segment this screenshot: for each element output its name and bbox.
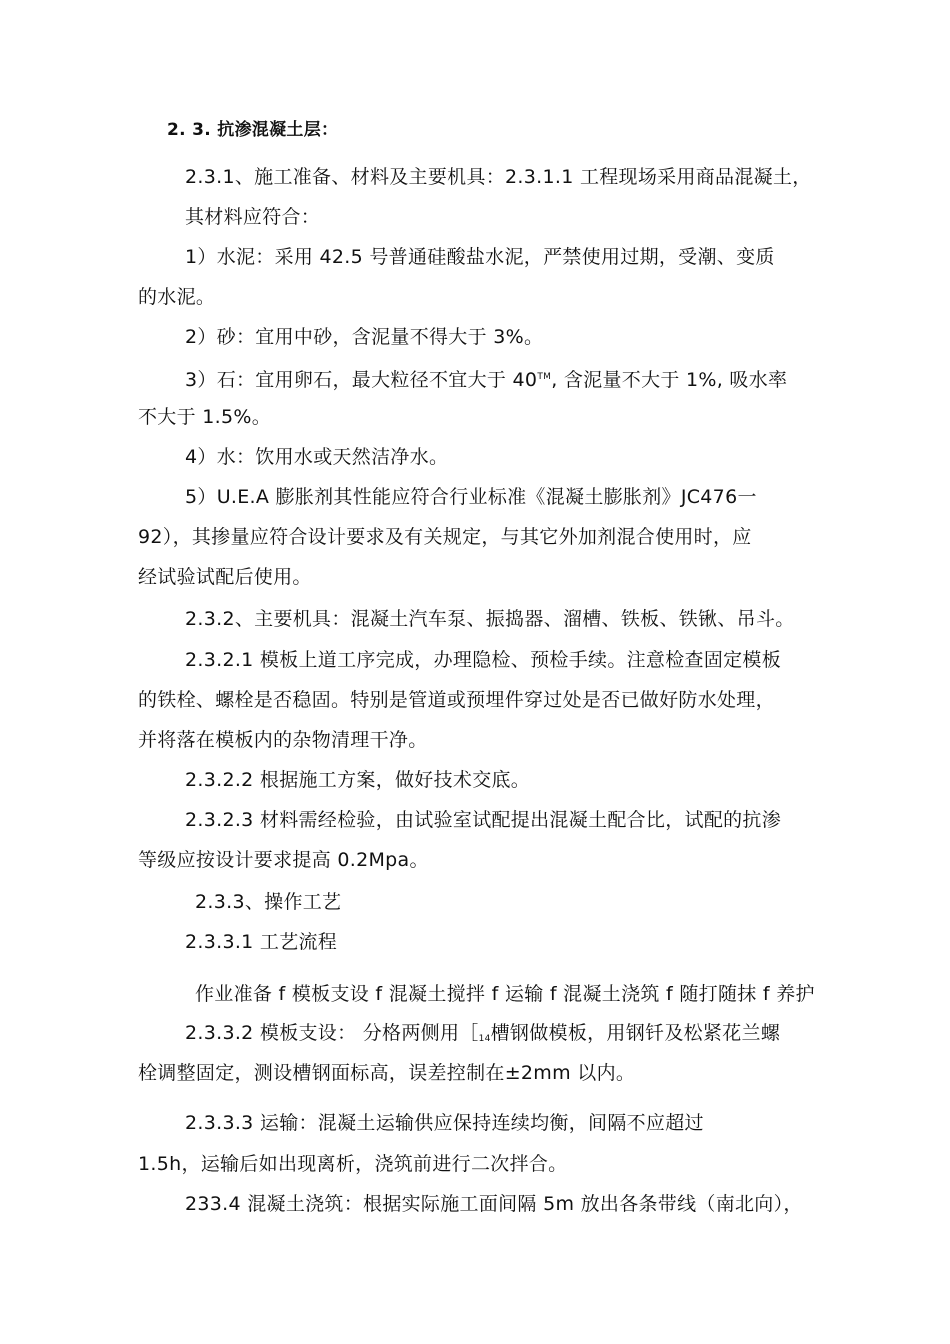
subscript-text: 14	[478, 1034, 491, 1044]
paragraph-line: 2）砂：宜用中砂，含泥量不得大于 3%。	[185, 326, 544, 348]
paragraph-text: 槽钢做模板，用钢钎及松紧花兰螺	[490, 1022, 781, 1044]
paragraph-text: 2.3.3.2 模板支设： 分格两侧用［	[185, 1022, 479, 1044]
superscript-text: TM	[537, 372, 552, 382]
paragraph-line: 233.4 混凝土浇筑：根据实际施工面间隔 5m 放出各条带线（南北向），	[185, 1193, 803, 1215]
paragraph-line: 不大于 1.5%。	[138, 406, 272, 428]
paragraph-line: 92），其掺量应符合设计要求及有关规定，与其它外加剂混合使用时，应	[138, 526, 752, 548]
paragraph-line: 2.3.2.1 模板上道工序完成，办理隐检、预检手续。注意检查固定模板	[185, 649, 782, 671]
paragraph-line: 1）水泥：采用 42.5 号普通硅酸盐水泥，严禁使用过期，受潮、变质	[185, 246, 775, 268]
paragraph-line: 2.3.3.1 工艺流程	[185, 931, 338, 953]
paragraph-line: 5）U.E.A 膨胀剂其性能应符合行业标准《混凝土膨胀剂》JC476一	[185, 486, 757, 508]
section-heading: 2. 3. 抗渗混凝土层：	[167, 120, 339, 140]
paragraph-line: 2.3.1、施工准备、材料及主要机具：2.3.1.1 工程现场采用商品混凝土，	[185, 166, 812, 188]
paragraph-line: 2.3.3.3 运输：混凝土运输供应保持连续均衡，间隔不应超过	[185, 1112, 704, 1134]
paragraph-line: 2.3.2、主要机具：混凝土汽车泵、振捣器、溜槽、铁板、铁锹、吊斗。	[185, 608, 795, 630]
paragraph-line: 4）水：饮用水或天然洁净水。	[185, 446, 449, 468]
paragraph-line: 经试验试配后使用。	[138, 566, 312, 588]
paragraph-line: 的铁栓、螺栓是否稳固。特别是管道或预埋件穿过处是否已做好防水处理，	[138, 689, 775, 711]
paragraph-line: 1.5h，运输后如出现离析，浇筑前进行二次拌合。	[138, 1153, 568, 1175]
paragraph-line: 2.3.3、操作工艺	[195, 891, 342, 913]
paragraph-line: 2.3.2.2 根据施工方案，做好技术交底。	[185, 769, 531, 791]
paragraph-line: 等级应按设计要求提高 0.2Mpa。	[138, 849, 429, 871]
paragraph-line: 并将落在模板内的杂物清理干净。	[138, 729, 428, 751]
paragraph-text: 3）石：宜用卵石，最大粒径不宜大于 40	[185, 369, 538, 391]
process-flow-line: 作业准备 f 模板支设 f 混凝土搅拌 f 运输 f 混凝土浇筑 f 随打随抹 f 养护	[195, 983, 815, 1005]
paragraph-line: 其材料应符合：	[185, 206, 321, 228]
paragraph-text: , 含泥量不大于 1%, 吸水率	[551, 369, 788, 391]
paragraph-line: 的水泥。	[138, 286, 216, 308]
paragraph-line: 2.3.2.3 材料需经检验，由试验室试配提出混凝土配合比，试配的抗渗	[185, 809, 782, 831]
paragraph-line	[185, 365, 787, 392]
paragraph-line: 栓调整固定，测设槽钢面标高，误差控制在±2mm 以内。	[138, 1062, 636, 1084]
paragraph-line	[185, 1021, 780, 1051]
